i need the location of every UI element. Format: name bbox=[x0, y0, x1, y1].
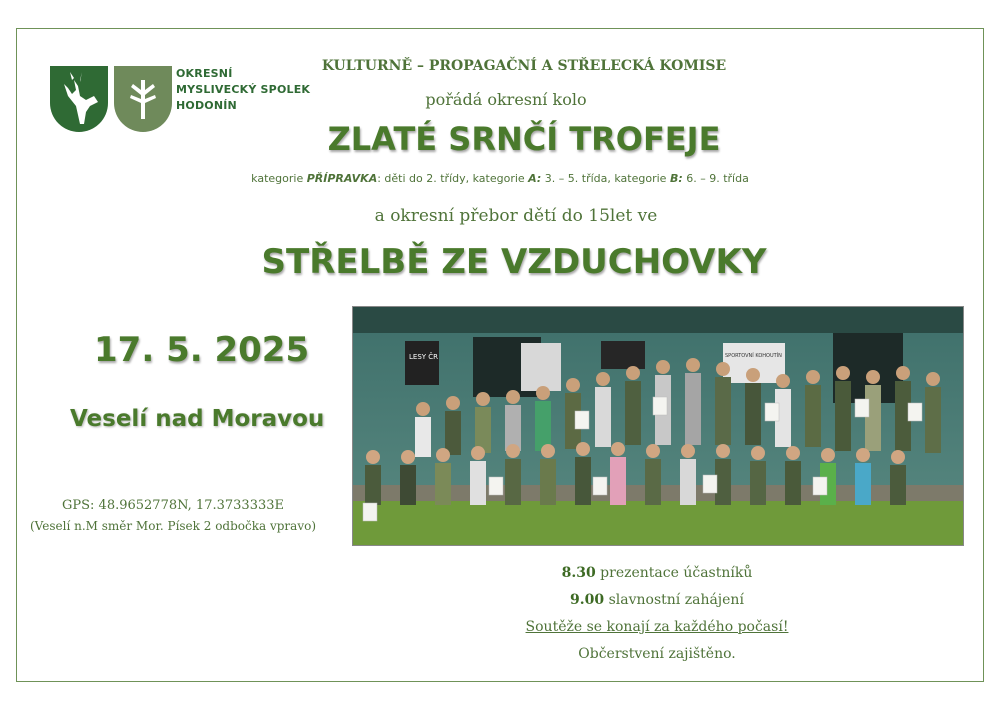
categories-text-3: 6. – 9. třída bbox=[682, 172, 749, 185]
directions-note: (Veselí n.M směr Mor. Písek 2 odbočka vpravo) bbox=[30, 519, 317, 533]
categories-text-1: : děti do 2. třídy, kategorie bbox=[377, 172, 529, 185]
org-line-3: HODONÍN bbox=[176, 99, 237, 112]
refreshments-note: Občerstvení zajištěno. bbox=[578, 646, 736, 662]
org-line-1: OKRESNÍ bbox=[176, 67, 233, 80]
schedule-opening bbox=[352, 592, 962, 608]
category-b: B: bbox=[669, 172, 683, 185]
category-pripravka: PŘÍPRAVKA bbox=[306, 172, 378, 185]
registration-label: prezentace účastníků bbox=[595, 565, 753, 581]
event-place: Veselí nad Moravou bbox=[70, 406, 325, 432]
registration-time: 8.30 bbox=[561, 565, 596, 581]
category-a: A: bbox=[528, 172, 542, 185]
schedule-registration bbox=[352, 565, 962, 581]
categories-line bbox=[0, 172, 1000, 185]
categories-text-2: 3. – 5. třída, kategorie bbox=[541, 172, 670, 185]
event-date: 17. 5. 2025 bbox=[94, 330, 310, 370]
event-title-trophy: ZLATÉ SRNČÍ TROFEJE bbox=[327, 120, 721, 158]
photo-sign-club: SPORTOVNÍ KOHOUTÍN bbox=[725, 353, 782, 359]
opening-time: 9.00 bbox=[570, 592, 605, 608]
championship-subtitle: a okresní přebor dětí do 15let ve bbox=[374, 206, 658, 226]
weather-note: Soutěže se konají za každého počasí! bbox=[525, 619, 789, 635]
categories-prefix: kategorie bbox=[251, 172, 307, 185]
gps-coordinates: GPS: 48.9652778N, 17.3733333E bbox=[62, 498, 284, 513]
group-photo bbox=[352, 306, 964, 546]
organizes-text: pořádá okresní kolo bbox=[425, 90, 587, 109]
photo-sign-lesy: LESY ČR bbox=[409, 353, 439, 361]
opening-label: slavnostní zahájení bbox=[604, 592, 744, 608]
event-title-shooting: STŘELBĚ ZE VZDUCHOVKY bbox=[261, 242, 767, 282]
org-line-2: MYSLIVECKÝ SPOLEK bbox=[176, 83, 311, 96]
commission-heading: KULTURNĚ – PROPAGAČNÍ A STŘELECKÁ KOMISE bbox=[321, 58, 727, 74]
